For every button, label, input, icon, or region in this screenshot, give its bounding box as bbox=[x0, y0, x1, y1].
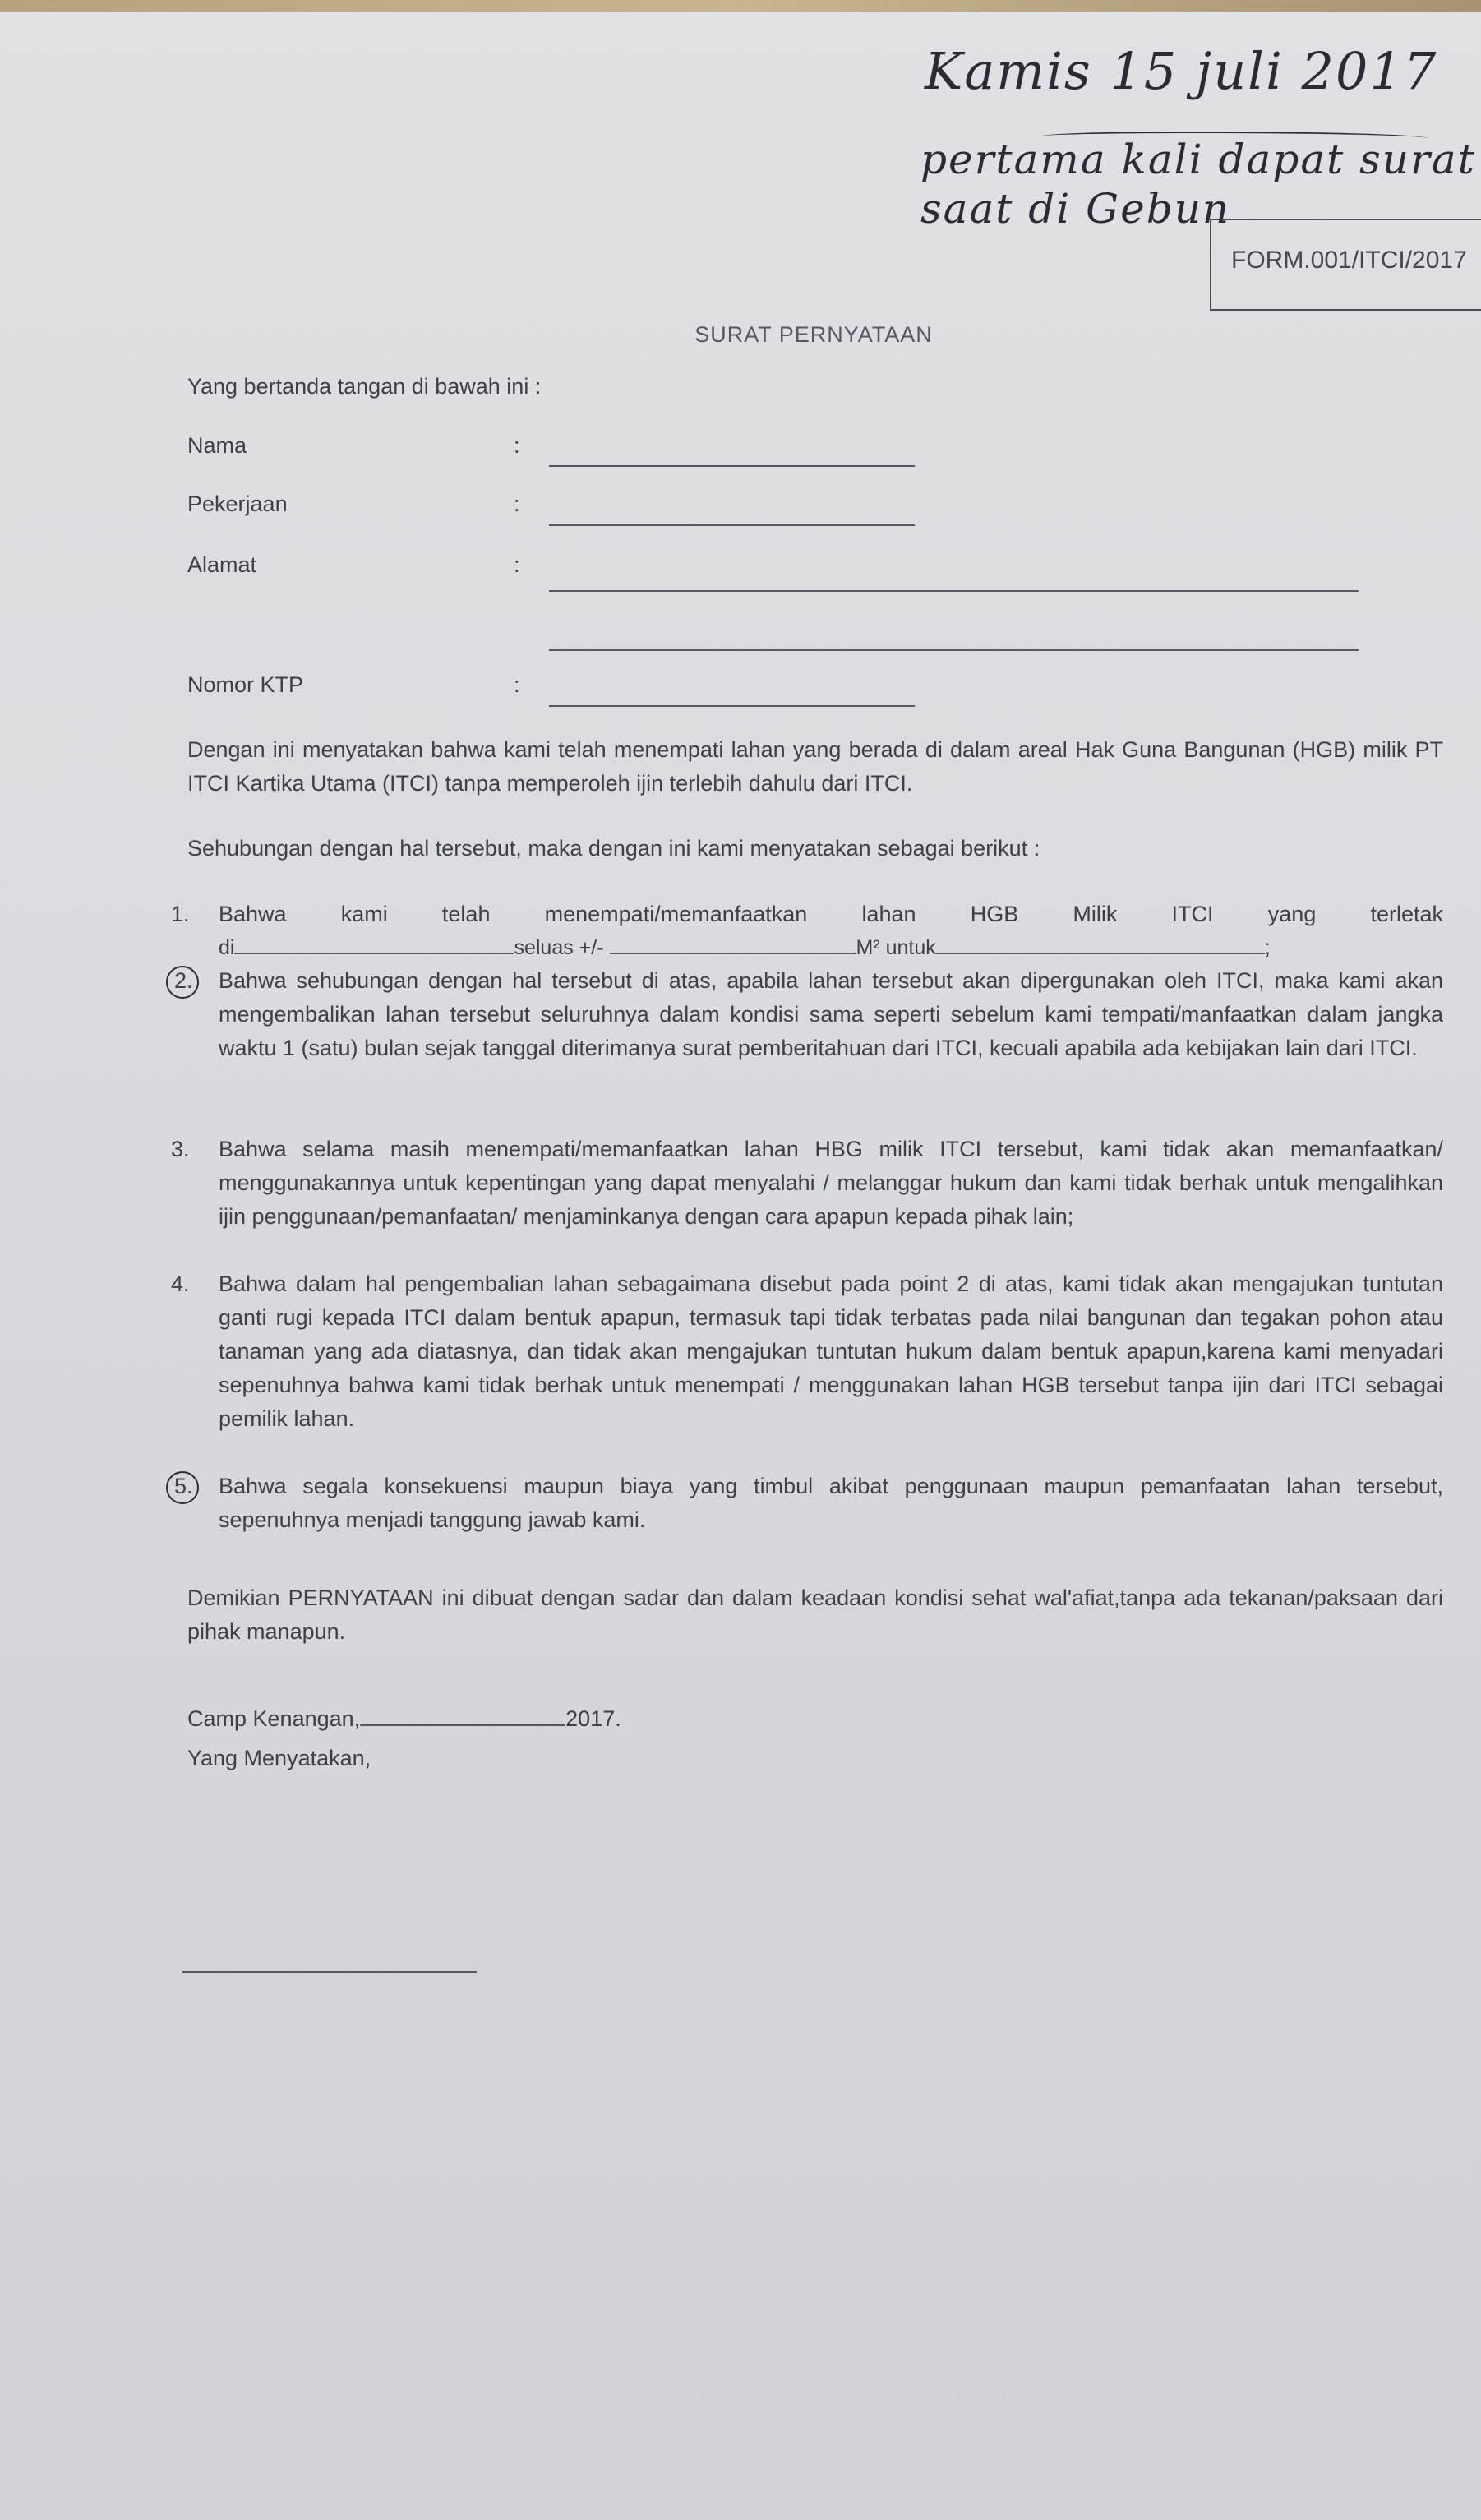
m2-label: M² bbox=[856, 936, 880, 959]
field-colon: : bbox=[514, 492, 520, 516]
field-colon: : bbox=[514, 433, 520, 458]
list-item-1 bbox=[171, 898, 1443, 965]
date-blank[interactable] bbox=[360, 1706, 565, 1726]
field-label-nama: Nama bbox=[187, 433, 247, 458]
seluas-label: seluas +/- bbox=[514, 936, 604, 959]
form-number: FORM.001/ITCI/2017 bbox=[1231, 247, 1467, 274]
place-date-line bbox=[187, 1706, 621, 1732]
alamat-blank-2[interactable] bbox=[549, 649, 1359, 651]
item-text: Bahwa kami telah menempati/memanfaatkan lahan HGB Milik ITCI yang terletak bbox=[219, 902, 1443, 926]
item-number: 2. bbox=[174, 968, 193, 993]
signature-line[interactable] bbox=[182, 1971, 477, 1973]
location-blank[interactable] bbox=[234, 935, 514, 954]
field-label-alamat: Alamat bbox=[187, 552, 257, 577]
semicolon: ; bbox=[1264, 936, 1271, 959]
item-text: Bahwa segala konsekuensi maupun biaya yang timbul akibat penggunaan maupun pemanfaatan lahan tersebut, sepenuhnya menjadi tanggung jawab kami. bbox=[219, 1474, 1443, 1532]
photo-background-edge bbox=[0, 0, 1481, 12]
handwritten-date: Kamis 15 juli 2017 bbox=[925, 41, 1438, 101]
sehubungan-paragraph: Sehubungan dengan hal tersebut, maka dengan ini kami menyatakan sebagai berikut : bbox=[187, 836, 1040, 861]
di-label: di bbox=[219, 936, 235, 959]
area-blank[interactable] bbox=[610, 935, 856, 954]
pekerjaan-blank[interactable] bbox=[549, 524, 915, 526]
form-number-box bbox=[1210, 219, 1481, 311]
document-title: SURAT PERNYATAAN bbox=[694, 322, 933, 347]
field-colon: : bbox=[514, 672, 520, 697]
item-number: 4. bbox=[171, 1272, 190, 1296]
list-item-4 bbox=[171, 1267, 1443, 1436]
nomor-ktp-blank[interactable] bbox=[549, 705, 915, 707]
closing-paragraph: Demikian PERNYATAAN ini dibuat dengan sadar dan dalam keadaan kondisi sehat wal'afiat,tanpa ada tekanan/paksaan dari pihak manapun. bbox=[187, 1585, 1443, 1644]
list-item-3 bbox=[171, 1133, 1443, 1234]
alamat-blank-1[interactable] bbox=[549, 590, 1359, 592]
year: 2017. bbox=[565, 1706, 621, 1731]
item1-fill-line bbox=[219, 931, 1443, 965]
item-number: 3. bbox=[171, 1137, 190, 1161]
field-colon: : bbox=[514, 552, 520, 577]
list-item-2 bbox=[171, 964, 1443, 1065]
nama-blank[interactable] bbox=[549, 465, 915, 467]
signer-label: Yang Menyatakan, bbox=[187, 1746, 371, 1770]
item-text: Bahwa dalam hal pengembalian lahan sebagaimana disebut pada point 2 di atas, kami tidak akan mengajukan tuntutan ganti rugi kepada ITCI dalam bentuk apapun, termasuk tapi tidak terbatas pada nilai bangunan dan tegakan pohon atau tanaman yang ada diatasnya, dan tidak akan mengajukan tuntutan hukum dalam bentuk apapun,karena kami menyadari sepenuhnya bahwa kami tidak berhak untuk menempati / menggunakan lahan HGB tersebut tanpa ijin dari ITCI sebagai pemilik lahan. bbox=[219, 1272, 1443, 1431]
statement-paragraph: Dengan ini menyatakan bahwa kami telah menempati lahan yang berada di dalam areal Hak Guna Bangunan (HGB) milik PT ITCI Kartika Utama (ITCI) tanpa memperoleh ijin terlebih dahulu dari ITCI. bbox=[187, 737, 1443, 796]
place: Camp Kenangan, bbox=[187, 1706, 361, 1731]
item-number: 5. bbox=[174, 1474, 193, 1498]
item-number: 1. bbox=[171, 902, 190, 926]
field-label-pekerjaan: Pekerjaan bbox=[187, 492, 288, 516]
handwritten-underline bbox=[1042, 132, 1428, 143]
item-text: Bahwa selama masih menempati/memanfaatkan lahan HBG milik ITCI tersebut, kami tidak akan memanfaatkan/ menggunakannya untuk kepentingan yang dapat menyalahi / melanggar hukum dan kami tidak berhak untuk mengalihkan ijin penggunaan/pemanfaatan/ menjaminkanya dengan cara apapun kepada pihak lain; bbox=[219, 1137, 1443, 1229]
list-item-5 bbox=[171, 1470, 1443, 1537]
handwritten-note-line1: pertama kali dapat surat bbox=[920, 136, 1476, 183]
purpose-blank[interactable] bbox=[936, 935, 1265, 954]
intro-text: Yang bertanda tangan di bawah ini : bbox=[187, 374, 542, 399]
item-text: Bahwa sehubungan dengan hal tersebut di atas, apabila lahan tersebut akan dipergunakan oleh ITCI, maka kami akan mengembalikan lahan tersebut seluruhnya dalam kondisi sama seperti sebelum kami tempati/manfaatkan dalam jangka waktu 1 (satu) bulan sejak tanggal diterimanya surat pemberitahuan dari ITCI, kecuali apabila ada kebijakan lain dari ITCI. bbox=[219, 968, 1443, 1060]
untuk-label: untuk bbox=[885, 936, 936, 959]
handwritten-note-line2: saat di Gebun bbox=[920, 185, 1231, 233]
field-label-nomor-ktp: Nomor KTP bbox=[187, 672, 304, 697]
